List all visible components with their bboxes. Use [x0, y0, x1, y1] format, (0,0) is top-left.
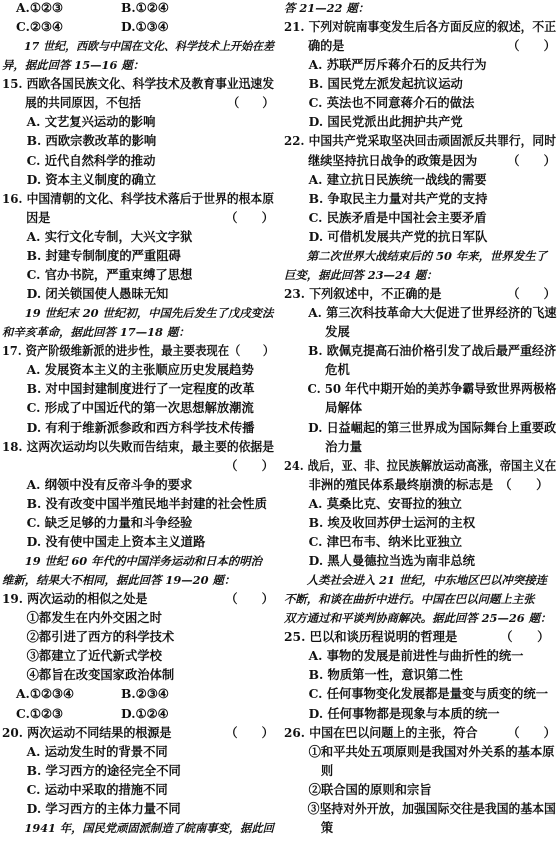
question-line: 22. 中国共产党采取坚决回击顽固派反共罪行，同时: [284, 133, 556, 149]
option-line: ④都旨在改变国家政治体制: [2, 667, 175, 683]
passage-line: 维新，结果大不相同，据此回答 19—20 题：: [2, 573, 236, 588]
option-line: C. 民族矛盾是中国社会主要矛盾: [284, 209, 487, 225]
option-line: D. 学习西方的主体力量不同: [2, 800, 181, 816]
option-line: 危机: [284, 362, 350, 378]
option-line: C. 形成了中国近代的第一次思想解放潮流: [2, 400, 254, 416]
question-line: 19. 两次运动的相似之处是 （ ）: [2, 591, 274, 607]
option-text: B.①②④: [121, 0, 169, 15]
option-line: A. 纲领中没有反帝斗争的要求: [2, 476, 193, 492]
option-text: B.②③④: [121, 686, 169, 702]
option-line: D. 国民党派出此拥护共产党: [284, 114, 463, 130]
option-line: 则: [284, 762, 334, 778]
question-line: 因是 （ ）: [2, 209, 274, 225]
option-line: A. 建立抗日民族统一战线的需要: [284, 171, 487, 187]
option-line: B. 欧佩克提高石油价格引发了战后最严重经济: [284, 343, 557, 359]
option-line: 策: [284, 819, 334, 835]
option-line: C. 任何事物变化发展都是量变与质变的统一: [284, 686, 549, 702]
option-line: C. 缺乏足够的力量和斗争经验: [2, 514, 193, 530]
option-line: A. 莫桑比克、安哥拉的独立: [284, 495, 462, 511]
passage-line: 1941 年，国民党顽固派制造了皖南事变，据此回: [2, 820, 274, 835]
question-line: 非洲的殖民体系最终崩溃的标志是 （ ）: [284, 476, 549, 492]
option-line: B. 学习西方的途径完全不同: [2, 762, 181, 778]
option-text: C.①②③: [16, 705, 63, 721]
option-text: A.①②③④: [16, 686, 74, 702]
option-line: C. 50 年代中期开始的美苏争霸导致世界两极格: [284, 381, 557, 397]
option-line: C. 津巴布韦、纳米比亚独立: [284, 533, 462, 549]
passage-line: 答 21—22 题：: [284, 1, 370, 15]
option-text: C.②③④: [16, 19, 63, 35]
option-line: C. 运动中采取的措施不同: [2, 781, 168, 797]
option-line: B. 国民党左派发起抗议运动: [284, 76, 463, 92]
option-line: ③都建立了近代新式学校: [2, 648, 162, 664]
option-line: ①和平共处五项原则是我国对外关系的基本原: [284, 743, 555, 759]
passage-line: 19 世纪末 20 世纪初，中国先后发生了戊戌变法: [2, 306, 274, 321]
option-line: ②都引进了西方的科学技术: [2, 629, 175, 645]
option-line: A. 文艺复兴运动的影响: [2, 114, 156, 130]
question-line: 确的是 （ ）: [284, 38, 556, 54]
question-line: 16. 中国清朝的文化、科学技术落后于世界的根本原: [2, 190, 274, 206]
option-line: D. 资本主义制度的确立: [2, 171, 157, 187]
option-line: C. 英法也不同意蒋介石的做法: [284, 95, 475, 111]
passage-line: 17 世纪，西欧与中国在文化、科学技术上开始在差: [2, 39, 274, 54]
option-line: D. 有利于维新派参政和西方科学技术传播: [2, 419, 255, 435]
question-line: 15. 西欧各国民族文化、科学技术及教育事业迅速发: [2, 76, 274, 92]
option-line: D. 没有使中国走上资本主义道路: [2, 533, 206, 549]
passage-line: 异，据此回答 15—16 题：: [2, 58, 145, 73]
option-text: A.①②③: [16, 0, 63, 15]
passage-line: 巨变，据此回答 23—24 题：: [284, 267, 438, 282]
question-line: （ ）: [2, 457, 274, 473]
passage-line: 和辛亥革命，据此回答 17—18 题：: [2, 325, 190, 340]
option-line: D. 黑人曼德拉当选为南非总统: [284, 552, 475, 568]
option-line: A. 实行文化专制，大兴文字狱: [2, 228, 193, 244]
option-line: 发展: [284, 324, 350, 340]
option-line: B. 争取民主力量对共产党的支持: [284, 190, 488, 206]
option-line: 治力量: [284, 438, 363, 454]
option-line: D. 任何事物都是现象与本质的统一: [284, 705, 500, 721]
question-line: 17. 资产阶级维新派的进步性，最主要表现在（ ）: [2, 343, 275, 359]
question-line: 21. 下列对皖南事变发生后各方面反应的叙述，不正: [284, 19, 556, 35]
option-line: D. 闭关锁国使人愚昧无知: [2, 286, 169, 302]
option-text: D.①③④: [121, 19, 169, 35]
question-line: 23. 下列叙述中，不正确的是 （ ）: [284, 286, 556, 302]
passage-line: 人类社会进入 21 世纪，中东地区巴以冲突接连: [284, 573, 547, 588]
option-line: A. 苏联严厉斥蒋介石的反共行为: [284, 57, 487, 73]
option-line: A. 第三次科技革命大大促进了世界经济的飞速: [284, 305, 557, 321]
option-line: A. 事物的发展是前进性与曲折性的统一: [284, 648, 524, 664]
question-line: 20. 两次运动不同结果的根源是 （ ）: [2, 724, 274, 740]
question-line: 展的共同原因，不包括 （ ）: [2, 95, 274, 111]
option-line: D. 日益崛起的第三世界成为国际舞台上重要政: [284, 419, 557, 435]
option-line: B. 物质第一性，意识第二性: [284, 667, 463, 683]
option-line: ③坚持对外开放，加强国际交往是我国的基本国: [284, 800, 556, 816]
option-line: C. 官办书院，严重束缚了思想: [2, 266, 193, 282]
option-line: B. 埃及收回苏伊士运河的主权: [284, 514, 476, 530]
passage-line: 第二次世界大战结束后的 50 年来，世界发生了: [284, 248, 547, 263]
passage-line: 不断，和谈在曲折中进行。中国在巴以问题上主张: [284, 592, 535, 607]
option-line: B. 对中国封建制度进行了一定程度的改革: [2, 381, 255, 397]
option-line: ①都发生在内外交困之时: [2, 610, 162, 626]
question-line: 继续坚持抗日战争的政策是因为 （ ）: [284, 152, 556, 168]
question-line: 25. 巴以和谈历程说明的哲理是 （ ）: [284, 629, 550, 645]
option-line: B. 没有改变中国半殖民地半封建的社会性质: [2, 495, 267, 511]
passage-line: 双方通过和平谈判协商解决。据此回答 25—26 题：: [284, 611, 552, 626]
option-line: 局解体: [284, 400, 363, 416]
question-line: 26. 中国在巴以问题上的主张，符合 （ ）: [284, 724, 556, 740]
question-line: 24. 战后，亚、非、拉民族解放运动高涨，帝国主义在: [284, 457, 557, 473]
option-line: D. 可借机发展共产党的抗日军队: [284, 228, 488, 244]
question-line: 18. 这两次运动均以失败而告结束，最主要的依据是: [2, 438, 274, 454]
passage-line: 19 世纪 60 年代的中国洋务运动和日本的明治: [2, 553, 263, 568]
option-line: ②联合国的原则和宗旨: [284, 781, 432, 797]
option-text: D.①②④: [121, 705, 169, 721]
option-line: B. 西欧宗教改革的影响: [2, 133, 157, 149]
option-line: A. 运动发生时的背景不同: [2, 743, 168, 759]
option-line: B. 封建专制制度的严重阻碍: [2, 247, 181, 263]
option-line: A. 发展资本主义的主张顺应历史发展趋势: [2, 362, 254, 378]
option-line: C. 近代自然科学的推动: [2, 152, 156, 168]
